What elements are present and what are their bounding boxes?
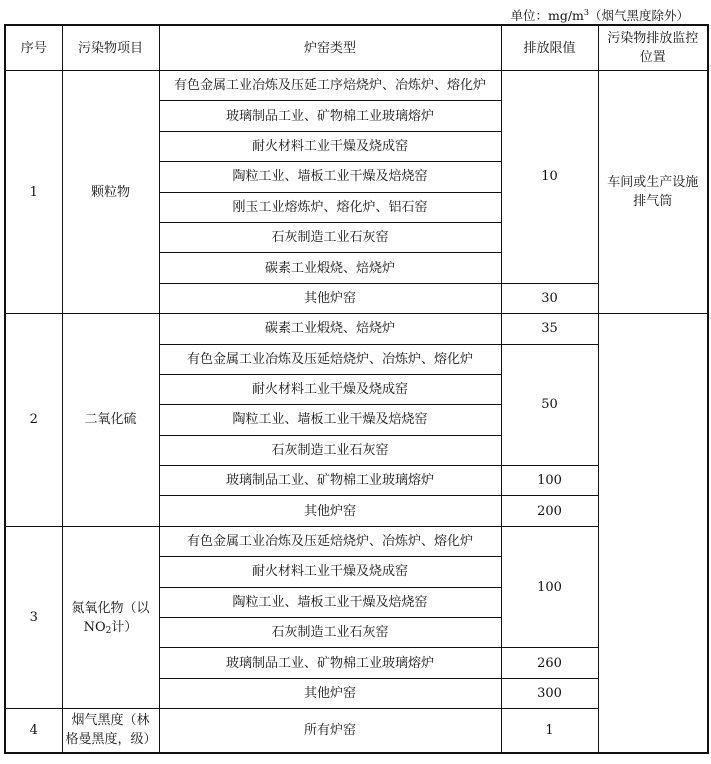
header-row bbox=[5, 25, 708, 71]
furnace-type-cell: 陶粒工业、墙板工业干燥及焙烧窑 bbox=[159, 405, 501, 435]
seq-cell: 2 bbox=[5, 314, 62, 527]
limit-cell: 50 bbox=[501, 344, 598, 466]
unit-note bbox=[510, 6, 689, 24]
furnace-type-cell: 玻璃制品工业、矿物棉工业玻璃熔炉 bbox=[159, 648, 501, 678]
furnace-type-cell: 刚玉工业熔炼炉、熔化炉、铝石窑 bbox=[159, 192, 501, 222]
limit-cell: 100 bbox=[501, 466, 598, 496]
furnace-type-cell: 所有炉窑 bbox=[159, 709, 501, 753]
furnace-type-cell: 有色金属工业冶炼及压延工序焙烧炉、冶炼炉、熔化炉 bbox=[159, 71, 501, 101]
furnace-type-cell: 碳素工业煅烧、焙烧炉 bbox=[159, 314, 501, 344]
pollutant-cell: 颗粒物 bbox=[62, 71, 159, 314]
header-monitor-location: 污染物排放监控位置 bbox=[598, 25, 708, 71]
monitor-location-cell: 车间或生产设施排气筒 bbox=[598, 71, 708, 314]
furnace-type-cell: 有色金属工业冶炼及压延焙烧炉、冶炼炉、熔化炉 bbox=[159, 526, 501, 556]
table-row bbox=[5, 526, 708, 556]
header-pollutant: 污染物项目 bbox=[62, 25, 159, 71]
header-seq: 序号 bbox=[5, 25, 62, 71]
limit-cell: 10 bbox=[501, 71, 598, 284]
pollutant-cell: 二氧化硫 bbox=[62, 314, 159, 527]
unit-superscript: 3 bbox=[583, 7, 589, 17]
table-row bbox=[5, 314, 708, 344]
emission-limits-table bbox=[4, 24, 709, 754]
furnace-type-cell: 耐火材料工业干燥及烧成窑 bbox=[159, 374, 501, 404]
seq-cell: 1 bbox=[5, 71, 62, 314]
unit-suffix: （烟气黑度除外） bbox=[588, 8, 689, 23]
seq-cell: 3 bbox=[5, 526, 62, 708]
pollutant-prefix: 氮氧化物（以NO bbox=[71, 600, 150, 635]
furnace-type-cell: 石灰制造工业石灰窑 bbox=[159, 435, 501, 465]
table-row bbox=[5, 71, 708, 101]
pollutant-subscript: 2 bbox=[105, 625, 112, 636]
unit-prefix: 单位：mg/m bbox=[510, 8, 584, 23]
limit-cell: 1 bbox=[501, 709, 598, 753]
furnace-type-cell: 其他炉窑 bbox=[159, 283, 501, 313]
table-row bbox=[5, 709, 708, 753]
furnace-type-cell: 陶粒工业、墙板工业干燥及焙烧窑 bbox=[159, 587, 501, 617]
furnace-type-cell: 其他炉窑 bbox=[159, 678, 501, 708]
furnace-type-cell: 有色金属工业冶炼及压延焙烧炉、冶炼炉、熔化炉 bbox=[159, 344, 501, 374]
header-limit: 排放限值 bbox=[501, 25, 598, 71]
furnace-type-cell: 玻璃制品工业、矿物棉工业玻璃熔炉 bbox=[159, 466, 501, 496]
limit-cell: 260 bbox=[501, 648, 598, 678]
furnace-type-cell: 碳素工业煅烧、焙烧炉 bbox=[159, 253, 501, 283]
furnace-type-cell: 其他炉窑 bbox=[159, 496, 501, 526]
limit-cell: 100 bbox=[501, 526, 598, 648]
furnace-type-cell: 石灰制造工业石灰窑 bbox=[159, 618, 501, 648]
furnace-type-cell: 陶粒工业、墙板工业干燥及焙烧窑 bbox=[159, 162, 501, 192]
seq-cell: 4 bbox=[5, 709, 62, 753]
pollutant-cell: 烟气黑度（林格曼黑度，级） bbox=[62, 709, 159, 753]
header-furnace-type: 炉窑类型 bbox=[159, 25, 501, 71]
pollutant-cell bbox=[62, 526, 159, 708]
furnace-type-cell: 耐火材料工业干燥及烧成窑 bbox=[159, 557, 501, 587]
furnace-type-cell: 耐火材料工业干燥及烧成窑 bbox=[159, 131, 501, 161]
limit-cell: 300 bbox=[501, 678, 598, 708]
limit-cell: 200 bbox=[501, 496, 598, 526]
furnace-type-cell: 玻璃制品工业、矿物棉工业玻璃熔炉 bbox=[159, 101, 501, 131]
furnace-type-cell: 石灰制造工业石灰窑 bbox=[159, 222, 501, 252]
limit-cell: 30 bbox=[501, 283, 598, 313]
limit-cell: 35 bbox=[501, 314, 598, 344]
pollutant-suffix: 计） bbox=[111, 619, 138, 635]
